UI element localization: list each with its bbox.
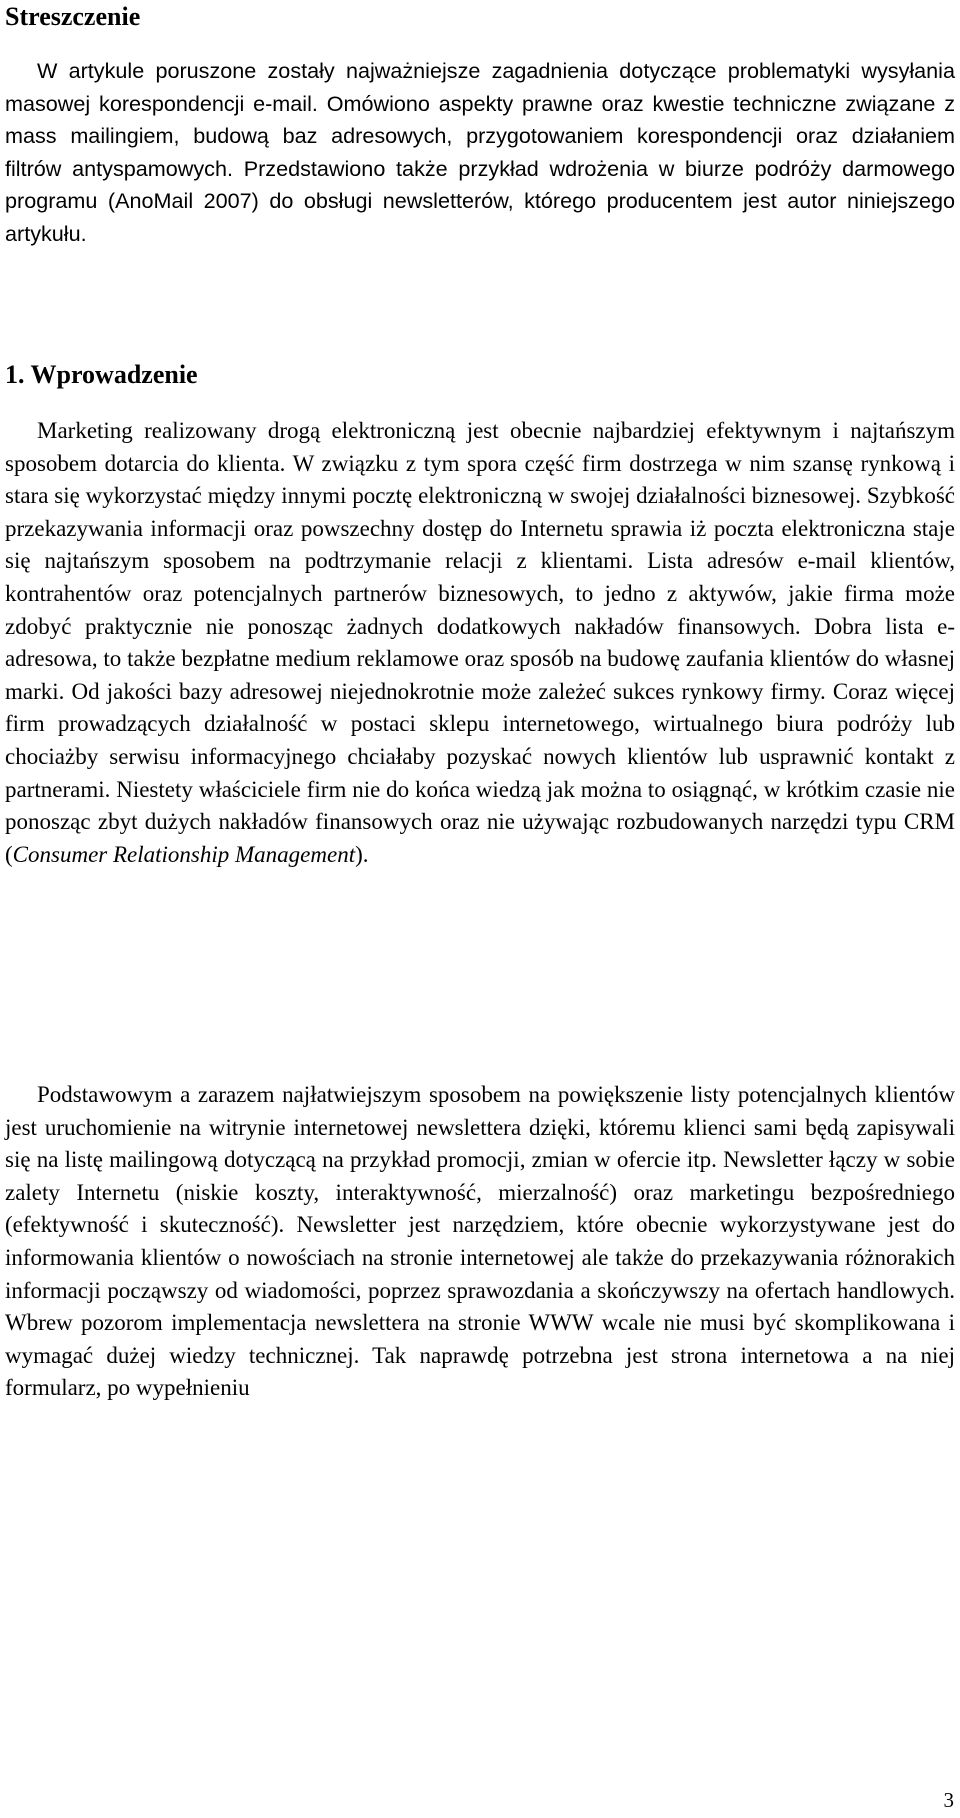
- paragraph-1-italic-term: Consumer Relationship Management: [12, 841, 356, 867]
- abstract-paragraph: W artykule poruszone zostały najważniejsze zagadnienia dotyczące problematyki wysyłania masowej korespondencji e-mail. Omówiono aspekty prawne oraz kwestie techniczne związane z mass mailingiem, budową baz adresowych, przygotowaniem korespondencji oraz działaniem filtrów antyspamowych. Przedstawiono także przykład wdrożenia w biurze podróży darmowego programu (AnoMail 2007) do obsługi newsletterów, którego producentem jest autor niniejszego artykułu.: [5, 58, 955, 246]
- body-paragraph-1: [5, 415, 955, 871]
- body-paragraph-2: Podstawowym a zarazem najłatwiejszym sposobem na powiększenie listy potencjalnych klientów jest uruchomienie na witrynie internetowej newslettera dzięki, któremu klienci sami będą zapisywali się na listę mailingową dotyczącą na przykład promocji, zmian w ofercie itp. Newsletter łączy w sobie zalety Internetu (niskie koszty, interaktywność, mierzalność) oraz marketingu bezpośredniego (efektywność i skuteczność). Newsletter jest narzędziem, które obecnie wykorzystywane jest do informowania klientów o nowościach na stronie internetowej ale także do przekazywania różnorakich informacji począwszy od wiadomości, poprzez sprawozdania a skończywszy na ofertach handlowych. Wbrew pozorom implementacja newslettera na stronie WWW wcale nie musi być skomplikowana i wymagać dużej wiedzy technicznej. Tak naprawdę potrzebna jest strona internetowa a na niej formularz, po wypełnieniu: [5, 1082, 955, 1401]
- section-heading: 1. Wprowadzenie: [5, 360, 198, 389]
- page-number: 3: [943, 1788, 954, 1812]
- abstract-heading: Streszczenie: [5, 2, 141, 31]
- paragraph-1-text: Marketing realizowany drogą elektroniczną jest obecnie najbardziej efektywnym i najtańszym sposobem dotarcia do klienta. W związku z tym spora część firm dostrzega w nim szansę rynkową i stara się wykorzystać między innymi pocztę elektroniczną w swojej działalności biznesowej. Szybkość przekazywania informacji oraz powszechny dostęp do Internetu sprawia iż poczta elektroniczna staje się najtańszym sposobem na podtrzymanie relacji z klientami. Lista adresów e-mail klientów, kontrahentów oraz potencjalnych partnerów biznesowych, to jedno z aktywów, jakie firma może zdobyć praktycznie nie ponosząc żadnych dodatkowych nakładów finansowych. Dobra lista e-adresowa, to także bezpłatne medium reklamowe oraz sposób na budowę zaufania klientów do własnej marki. Od jakości bazy adresowej niejednokrotnie może zależeć sukces rynkowy firmy. Coraz więcej firm prowadzących działalność w postaci sklepu internetowego, wirtualnego biura podróży lub chociażby serwisu informacyjnego chciałaby pozyskać nowych klientów lub usprawnić kontakt z partnerami. Niestety właściciele firm nie do końca wiedzą jak można to osiągnąć, w krótkim czasie nie ponosząc zbyt dużych nakładów finansowych oraz nie używając rozbudowanych narzędzi typu CRM (: [5, 418, 955, 867]
- paragraph-1-end: ).: [355, 841, 369, 867]
